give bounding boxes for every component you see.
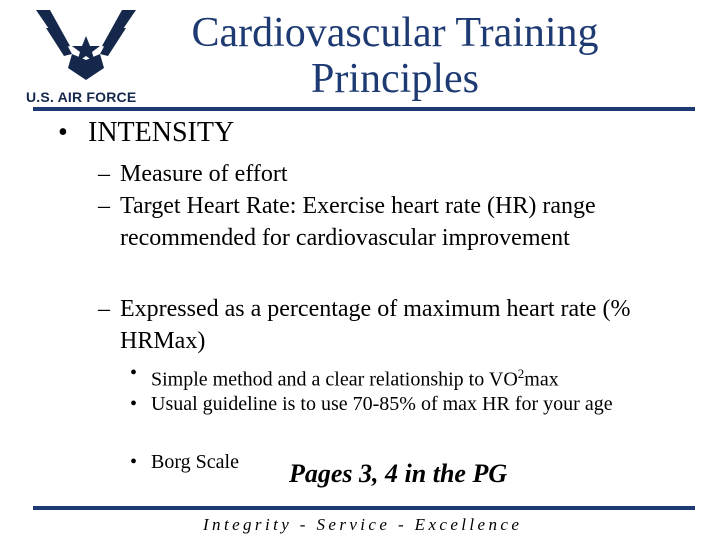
- subbullet-marker: –: [98, 193, 110, 219]
- subbullet-marker: –: [98, 161, 110, 187]
- subbullet-marker: –: [98, 296, 110, 322]
- subbullet-text: Target Heart Rate: Exercise heart rate (HR) range recommended for cardiovascular improvement: [120, 193, 596, 251]
- subsub-text: Borg Scale: [151, 451, 239, 473]
- footer-motto: Integrity - Service - Excellence: [203, 515, 523, 534]
- pages-reference-note: Pages 3, 4 in the PG: [289, 459, 508, 488]
- subsub-marker: •: [130, 362, 138, 384]
- subbullet-expressed-as-percentage: [98, 293, 638, 357]
- title-divider: [33, 107, 695, 111]
- subsub-usual-guideline: [130, 390, 640, 419]
- logo-text: U.S. AIR FORCE: [26, 89, 137, 105]
- subsub-text-suffix: max: [524, 368, 559, 391]
- bullet-text: INTENSITY: [88, 117, 235, 148]
- subsub-marker: •: [130, 451, 138, 473]
- slide-title: [150, 10, 640, 102]
- air-force-logo: [26, 6, 146, 106]
- footer-divider: [33, 506, 695, 510]
- subbullet-text: Measure of effort: [120, 161, 288, 187]
- title-line-2: Principles: [311, 56, 479, 102]
- subbullet-measure-of-effort: [98, 158, 638, 190]
- subsub-marker: •: [130, 393, 138, 415]
- subbullet-target-heart-rate: [98, 190, 638, 254]
- subsub-text: Usual guideline is to use 70-85% of max HR for your age: [151, 393, 613, 415]
- superscript-2: 2: [517, 366, 525, 381]
- air-force-wings-star-icon: [32, 6, 140, 86]
- bullet-marker: •: [58, 117, 68, 148]
- subbullet-text: Expressed as a percentage of maximum heart rate (% HRMax): [120, 296, 631, 354]
- subsub-text-main: Simple method and a clear relationship to VO: [151, 368, 518, 391]
- title-line-1: Cardiovascular Training: [191, 10, 599, 56]
